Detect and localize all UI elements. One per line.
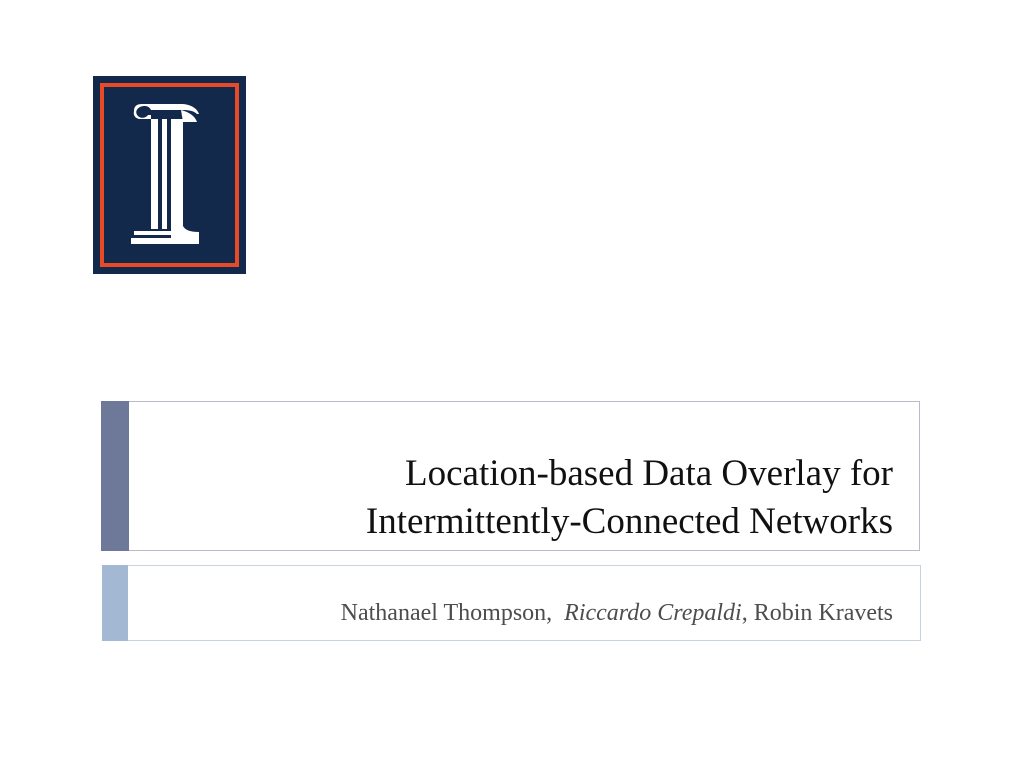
title-accent-bar [101, 401, 129, 551]
author-1: Nathanael Thompson, [340, 600, 553, 626]
column-logo-icon [93, 76, 246, 274]
title-line-1: Location-based Data Overlay for [405, 453, 893, 494]
author-2-presenter: Riccardo Crepaldi [564, 600, 742, 626]
university-logo-icon [93, 76, 246, 274]
subtitle-box [102, 565, 921, 641]
author-3: Robin Kravets [753, 600, 893, 626]
title-line-2: Intermittently-Connected Networks [365, 501, 893, 542]
title-box [101, 401, 920, 551]
subtitle-accent-bar [102, 565, 128, 641]
author-separator: , [741, 600, 748, 626]
slide-title [133, 450, 893, 546]
author-list [341, 598, 893, 628]
